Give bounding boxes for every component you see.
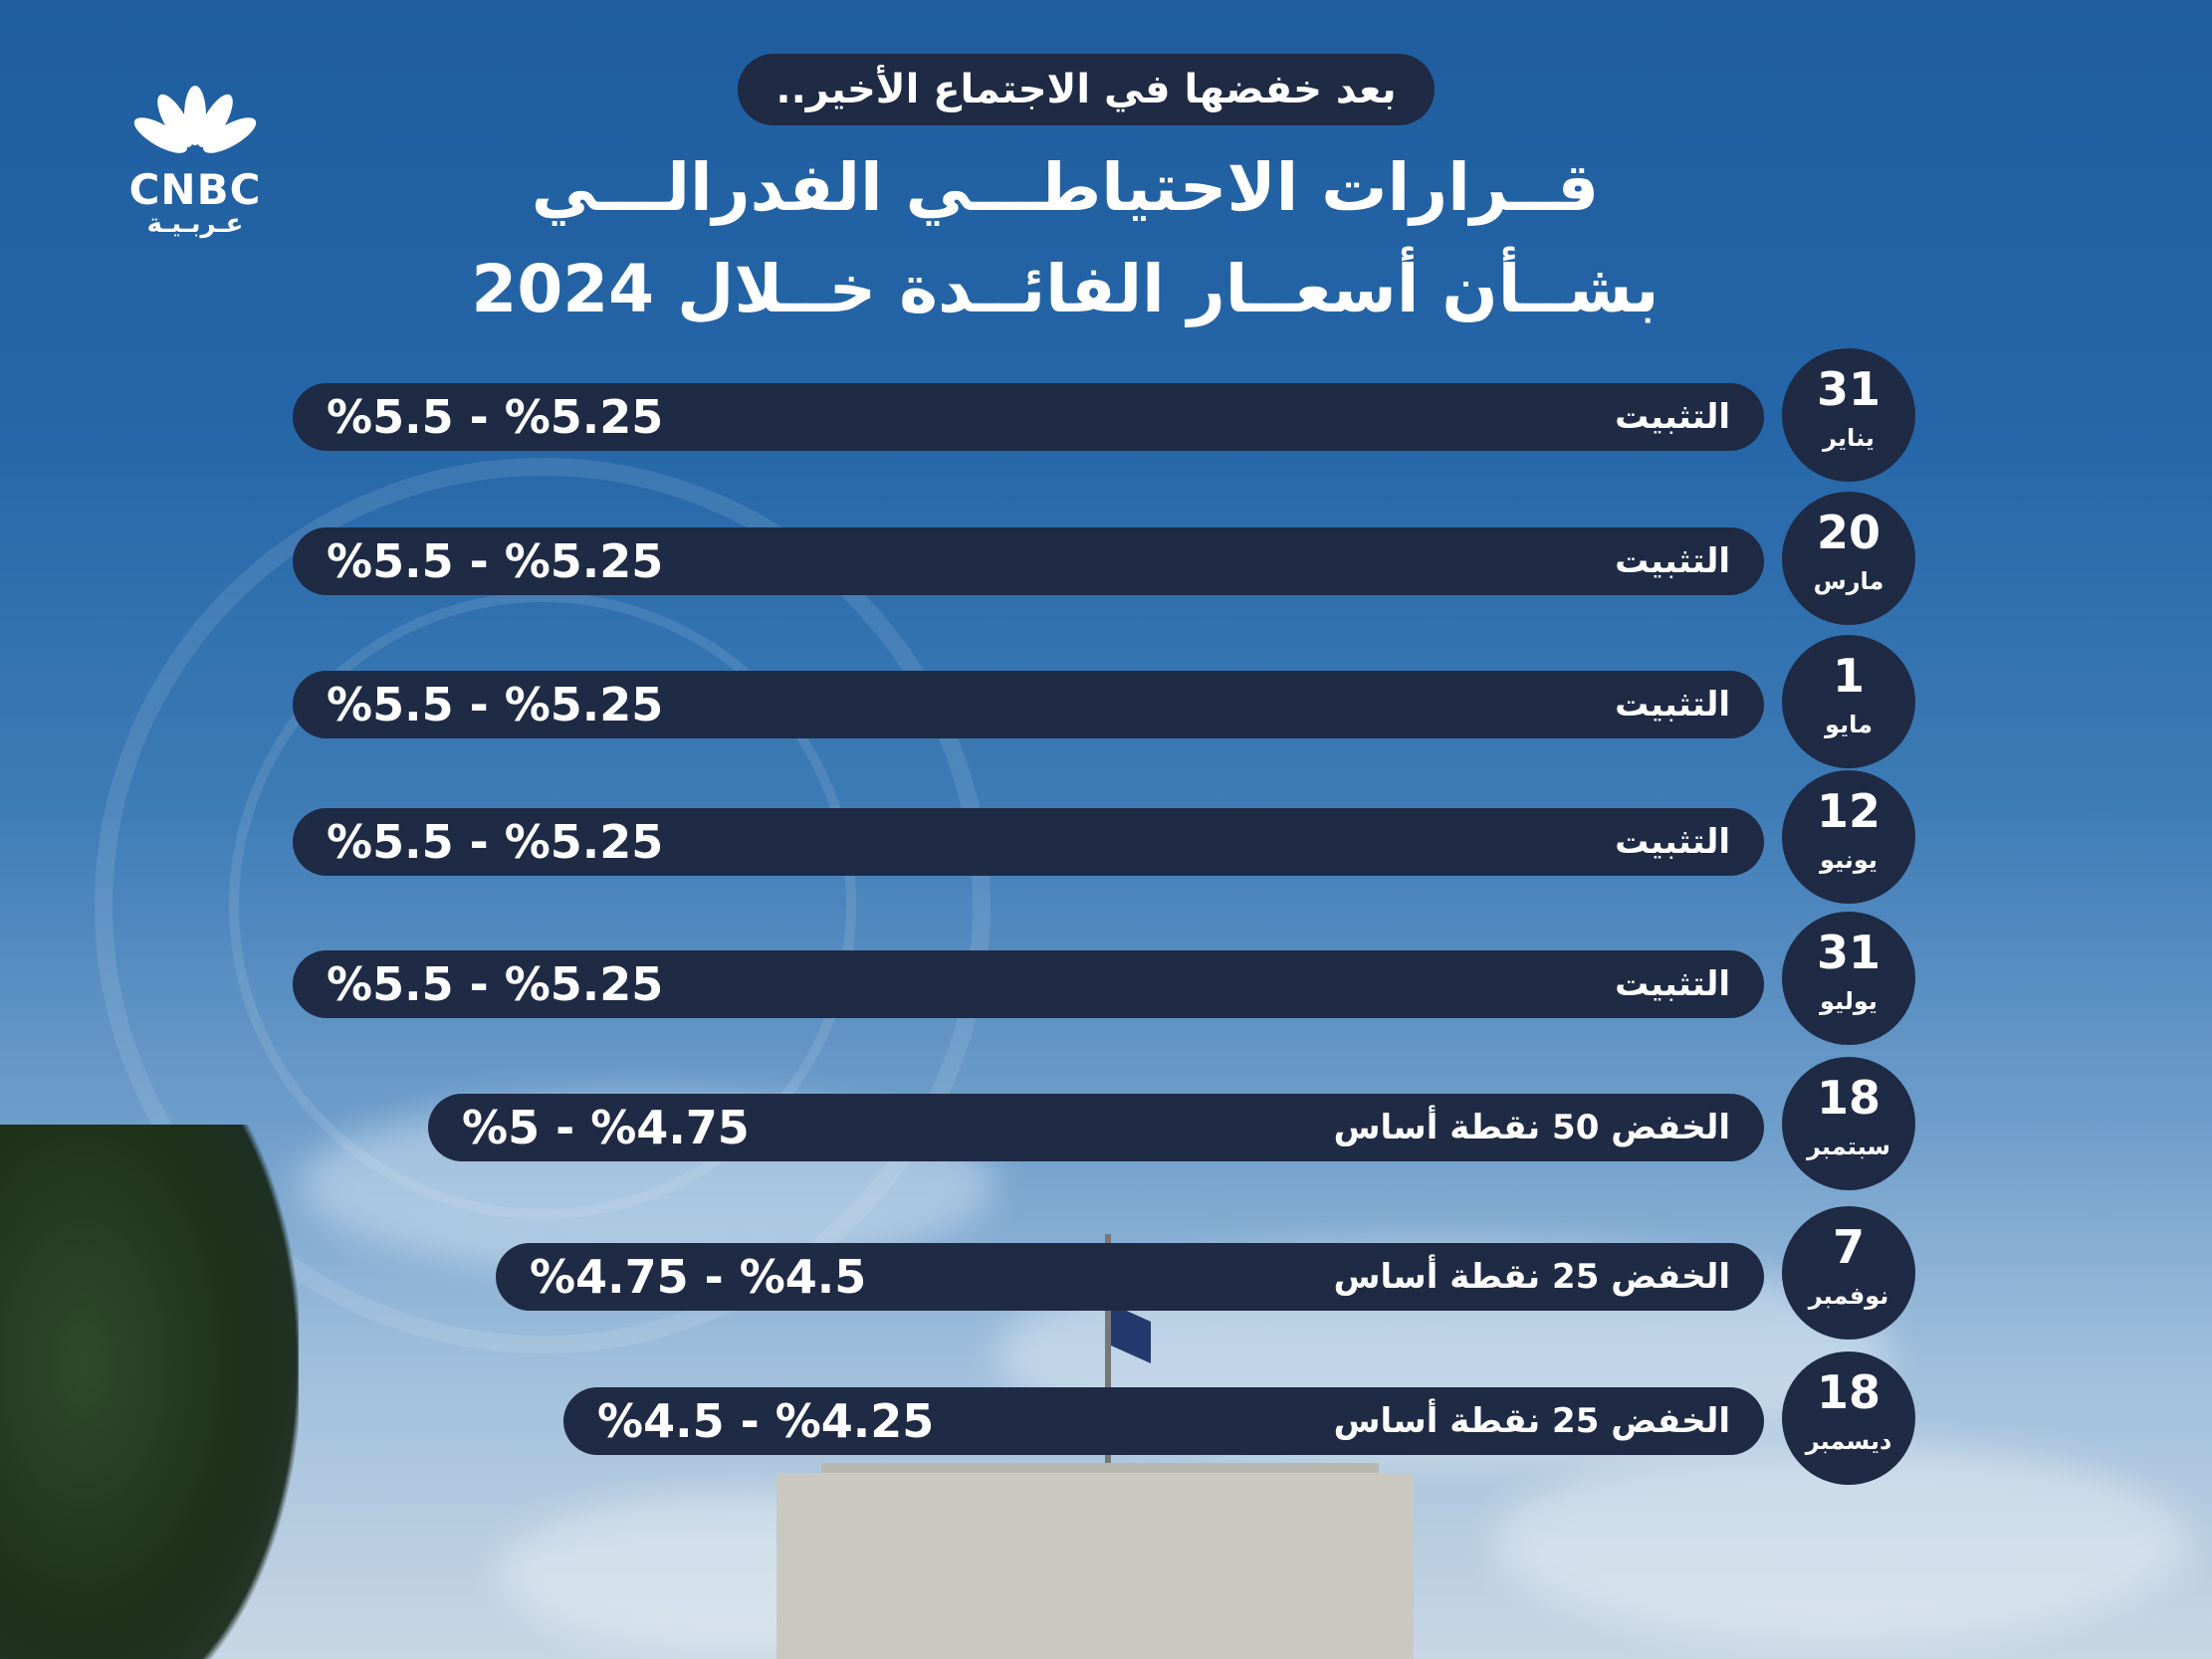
subtitle-pill: بعد خفضها في الاجتماع الأخير.. <box>738 54 1435 125</box>
rate-range: %5.5 - %5.25 <box>327 678 664 731</box>
decision-action: الخفض 25 نقطة أساس <box>1333 1401 1730 1441</box>
cnbc-arabia-logo <box>111 86 279 245</box>
meeting-row <box>0 1057 2212 1200</box>
decision-action: التثبيت <box>1615 397 1730 437</box>
meeting-row <box>0 912 2212 1055</box>
date-day: 12 <box>1816 784 1880 838</box>
rate-range: %5.5 - %5.25 <box>327 534 664 588</box>
rate-range: %5.5 - %5.25 <box>327 390 664 444</box>
decision-action: الخفض 50 نقطة أساس <box>1333 1108 1730 1147</box>
decision-bar <box>563 1387 1764 1455</box>
decision-bar <box>496 1243 1764 1311</box>
rate-range: %5 - %4.75 <box>462 1101 750 1154</box>
title-line-2: بشــأن أسعــار الفائــدة خــلال 2024 <box>471 251 1659 327</box>
date-month: يوليو <box>1820 987 1878 1015</box>
decision-bar <box>293 950 1764 1018</box>
meeting-row <box>0 770 2212 914</box>
date-circle <box>1782 1206 1915 1340</box>
date-circle <box>1782 635 1915 768</box>
rate-range: %5.5 - %5.25 <box>327 957 664 1011</box>
date-circle <box>1782 1057 1915 1190</box>
date-circle <box>1782 1351 1915 1485</box>
date-month: مارس <box>1813 567 1884 595</box>
date-day: 18 <box>1816 1071 1880 1125</box>
decision-action: التثبيت <box>1615 822 1730 862</box>
meeting-row <box>0 635 2212 778</box>
decision-action: الخفض 25 نقطة أساس <box>1333 1257 1730 1297</box>
logo-subtitle: عـربـيـة <box>146 209 244 239</box>
decision-action: التثبيت <box>1615 685 1730 725</box>
date-day: 7 <box>1832 1220 1865 1274</box>
rate-range: %5.5 - %5.25 <box>327 815 664 869</box>
decision-bar <box>293 671 1764 738</box>
date-day: 1 <box>1832 649 1865 703</box>
logo-brand: CNBC <box>128 165 262 214</box>
date-circle <box>1782 492 1915 625</box>
meeting-row <box>0 492 2212 635</box>
date-month: يونيو <box>1820 846 1878 874</box>
date-month: ديسمبر <box>1805 1427 1892 1455</box>
decision-bar <box>293 808 1764 876</box>
meeting-row <box>0 1206 2212 1349</box>
date-day: 18 <box>1816 1365 1880 1419</box>
date-month: سبتمبر <box>1806 1133 1890 1160</box>
title-line-1: قــرارات الاحتياطـــي الفدرالـــي <box>531 149 1600 226</box>
meeting-row <box>0 1351 2212 1495</box>
date-circle <box>1782 770 1915 904</box>
meeting-row <box>0 348 2212 492</box>
rate-range: %4.5 - %4.25 <box>597 1394 935 1448</box>
date-circle <box>1782 912 1915 1045</box>
rate-range: %4.75 - %4.5 <box>530 1250 867 1304</box>
federal-reserve-building <box>776 1473 1414 1659</box>
date-month: نوفمبر <box>1808 1282 1889 1310</box>
date-day: 31 <box>1816 362 1880 416</box>
decision-bar <box>428 1094 1764 1161</box>
date-day: 20 <box>1816 506 1880 559</box>
date-day: 31 <box>1816 926 1880 979</box>
date-month: مايو <box>1825 711 1873 738</box>
peacock-icon <box>111 86 279 165</box>
decision-action: التثبيت <box>1615 541 1730 581</box>
decision-bar <box>293 527 1764 595</box>
decision-action: التثبيت <box>1615 964 1730 1004</box>
date-month: يناير <box>1823 424 1875 452</box>
decision-bar <box>293 383 1764 451</box>
date-circle <box>1782 348 1915 482</box>
